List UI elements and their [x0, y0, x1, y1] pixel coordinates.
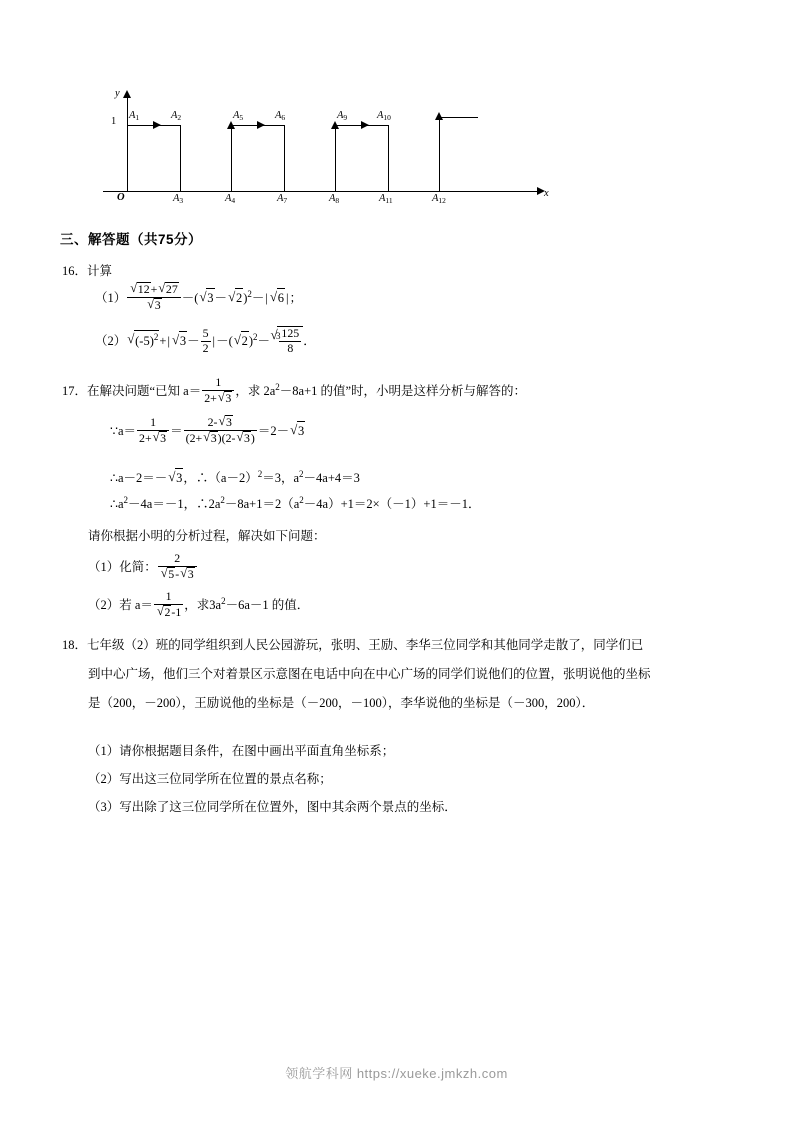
- point-label-a2: $A_2$: [171, 110, 182, 122]
- q17-l2-f1-n: 1: [137, 416, 169, 431]
- point-label-a1: $A_1$: [129, 110, 140, 122]
- segment-a11-a12: [388, 191, 440, 192]
- point-label-a8: $A_8$: [329, 193, 340, 205]
- q17-l2-eq: ＝: [170, 424, 183, 439]
- point-label-a9: $A_9$: [337, 110, 348, 122]
- q17-l2-f2-d-d: 3: [243, 430, 250, 445]
- y-axis-label: y: [115, 88, 120, 99]
- q17-l7-c: －6a－1 的值．: [225, 598, 310, 613]
- q17-line-7: [88, 590, 309, 619]
- q17-line-5: 请你根据小明的分析过程，解决如下问题：: [88, 529, 326, 543]
- q17-l1-a: 17．在解决问题“已知 a＝: [62, 384, 202, 399]
- q17-l4-c: －8a+1＝2（a: [224, 497, 300, 512]
- origin-label: O: [117, 192, 125, 203]
- x-axis-label: x: [544, 188, 549, 199]
- arrow-a12-up: [435, 112, 443, 120]
- point-label-a5: $A_5$: [233, 110, 244, 122]
- point-label-a7: $A_7$: [277, 193, 288, 205]
- coordinate-figure: [95, 88, 565, 208]
- q17-l2-fraction-1: [137, 416, 169, 445]
- q17-l2-f2-d-a: (2+: [185, 430, 203, 445]
- q16-p2-t2a: 3: [179, 331, 187, 351]
- q18-line-6: （3）写出除了这三位同学所在位置外，图中其余两个景点的坐标．: [88, 800, 457, 814]
- footer-watermark: 领航学科网 https://xueke.jmkzh.com: [285, 1066, 508, 1081]
- segment-a8-a9: [335, 125, 336, 192]
- q17-l4-a: ∴a: [110, 497, 124, 512]
- q17-l2-tail-b: 3: [297, 421, 305, 441]
- q16-p2-t3: 2: [241, 331, 249, 351]
- q17-l1-frac-d-a: 2+: [204, 390, 217, 405]
- arrow-a5-a6: [257, 121, 265, 129]
- segment-a7-a8: [284, 191, 336, 192]
- q17-l3-sup2: 2: [299, 469, 304, 479]
- q17-l7-a: （2）若 a＝: [88, 598, 153, 613]
- q18-line-1: 18．七年级（2）班的同学组织到人民公园游玩，张明、王励、李华三位同学和其他同学走散了，同学们已: [62, 638, 644, 652]
- q17-l2-f2-n-a: 2-: [207, 415, 218, 429]
- point-label-a10: $A_{10}$: [377, 110, 391, 122]
- q16-item1-tail: ；: [289, 291, 303, 306]
- segment-a4-a5: [231, 125, 232, 192]
- q16-p1-num-b: 27: [165, 282, 178, 296]
- point-label-a3: $A_3$: [173, 193, 184, 205]
- segment-a10-a11: [388, 125, 389, 192]
- q17-l1-c: －8a+1 的值”时，小明是这样分析与解答的：: [279, 384, 527, 399]
- q17-l3-e: －4a+4＝3: [303, 471, 360, 486]
- arrow-a1-a2: [153, 121, 161, 129]
- q17-l6-frac-d-b: 3: [187, 566, 194, 581]
- q17-l2-tail-a: ＝2－: [257, 424, 290, 439]
- q17-l3-d: ＝3，a: [262, 471, 300, 486]
- q17-l4-b: －4a＝－1，∴2a: [128, 497, 221, 512]
- q17-l7-frac-d-b: -1: [171, 604, 182, 619]
- q17-l1-fraction: [202, 376, 234, 405]
- q16-item2-tail: ．: [303, 334, 316, 349]
- q17-l7-frac-n: 1: [154, 590, 183, 605]
- q17-l6-a: （1）化简：: [88, 560, 157, 575]
- q18-line-2: 到中心广场，他们三个对着景区示意图在电话中向在中心广场的同学们说他们的位置，张明说他的坐标: [88, 667, 651, 681]
- q16-item1-prefix: （1）: [95, 291, 127, 306]
- q17-line-6: [88, 552, 198, 581]
- q16-item2-prefix: （2）: [95, 334, 127, 349]
- q17-l3-a: ∴a－2＝－: [110, 471, 168, 486]
- q17-l7-fraction: [154, 590, 183, 619]
- q17-l2-fraction-2: [184, 415, 257, 445]
- q16-p1-num-a: 12: [137, 282, 150, 296]
- q17-l2-f1-d-a: 2+: [139, 430, 152, 445]
- q17-l1-sup: 2: [275, 381, 280, 392]
- q18-line-4: （1）请你根据题目条件，在图中画出平面直角坐标系；: [88, 744, 395, 758]
- q16-p2-frac-d: 2: [202, 340, 209, 355]
- q18-line-5: （2）写出这三位同学所在位置的景点名称；: [88, 772, 332, 786]
- point-label-a6: $A_6$: [275, 110, 286, 122]
- q17-l2-a: ∵a＝: [110, 424, 137, 439]
- q17-line-2: [110, 415, 305, 445]
- segment-a3-a4: [180, 191, 232, 192]
- q17-l6-frac-n: 2: [158, 552, 197, 567]
- segment-a12-up: [439, 117, 440, 192]
- q17-l6-frac-d-a: 5: [168, 566, 175, 581]
- q18-line-3: 是（200，－200），王励说他的坐标是（－200，－100），李华说他的坐标是（－300，200）．: [88, 696, 595, 710]
- q16-p1-den: 3: [154, 297, 161, 312]
- q16-item-1: （1） √ 12+ √ 27 √ 3 －( √ 3－ √ 2)$^2$－| √ 6 |；: [95, 282, 302, 312]
- unit-label: 1: [111, 116, 117, 127]
- q17-l3-sup: 2: [257, 469, 263, 479]
- point-label-a4: $A_4$: [225, 193, 236, 205]
- segment-last-top: [439, 117, 478, 118]
- y-axis: [127, 96, 128, 192]
- segment-a6-a7: [284, 125, 285, 192]
- q16-p1-t2a: 3: [206, 288, 214, 308]
- y-axis-arrow: [123, 90, 131, 98]
- q17-l1-frac-d-b: 3: [225, 390, 232, 405]
- q17-l2-f1-d-b: 3: [160, 430, 167, 445]
- q16-p2-root-index: 3: [276, 330, 281, 341]
- q16-number: 16．计算: [62, 264, 113, 278]
- arrow-a9-a10: [361, 121, 369, 129]
- q16-item-2: （2） √ $(-5)^2+|$ √ 3－ $\frac{5}{2}$ |－( √ 2)$^2$－ $^3$ √ $\frac{125}{8}$ ．: [95, 326, 316, 355]
- q16-item1-fraction: √ 12+ √ 27 √ 3: [127, 282, 180, 312]
- q17-l2-f2-d-e: ): [250, 430, 255, 445]
- q17-l3-b: 3: [175, 468, 183, 488]
- q17-line-4: [110, 494, 480, 514]
- q17-l7-sup: 2: [221, 595, 226, 606]
- q17-l4-sup1: 2: [123, 495, 129, 505]
- q17-l3-c: ，∴（a－2）: [183, 471, 258, 486]
- q17-l4-sup3: 2: [299, 495, 304, 505]
- q16-p2-fraction: [201, 327, 211, 355]
- q17-l7-b: ，求3a: [184, 598, 222, 613]
- q17-l7-frac-d-a: 2: [164, 604, 171, 619]
- q17-l6-fraction: [158, 552, 197, 581]
- section-heading: 三、解答题（共75分）: [60, 232, 203, 247]
- q17-l2-f2-n-b: 3: [225, 415, 232, 429]
- q16-p2-t4-fraction: [279, 327, 301, 355]
- q17-l4-d: －4a）+1＝2×（－1）+1＝－1．: [303, 497, 481, 512]
- q17-l6-minus: -: [175, 566, 180, 581]
- q17-l2-f2-d-c: )(2-: [217, 430, 236, 445]
- q17-l2-f2-d-b: 3: [210, 430, 217, 445]
- point-label-a12: $A_{12}$: [432, 193, 446, 205]
- q16-p1-t2b: 2: [235, 288, 243, 308]
- q17-line-1: [62, 376, 526, 405]
- q17-l1-b: ，求 2a: [235, 384, 276, 399]
- q16-p1-t3: 6: [277, 288, 285, 308]
- point-label-a11: $A_{11}$: [379, 193, 393, 205]
- q17-l1-frac-n: 1: [202, 376, 234, 391]
- q17-l4-sup2: 2: [220, 495, 225, 505]
- q17-line-3: [110, 468, 360, 488]
- q16-p2-t1-base: (-5): [135, 334, 154, 349]
- q16-p2-t4-n: √ 125: [281, 326, 300, 340]
- q16-p2-t4-d: 8: [287, 340, 294, 355]
- segment-a2-a3: [180, 125, 181, 192]
- q16-p2-frac-n: 5: [202, 326, 209, 340]
